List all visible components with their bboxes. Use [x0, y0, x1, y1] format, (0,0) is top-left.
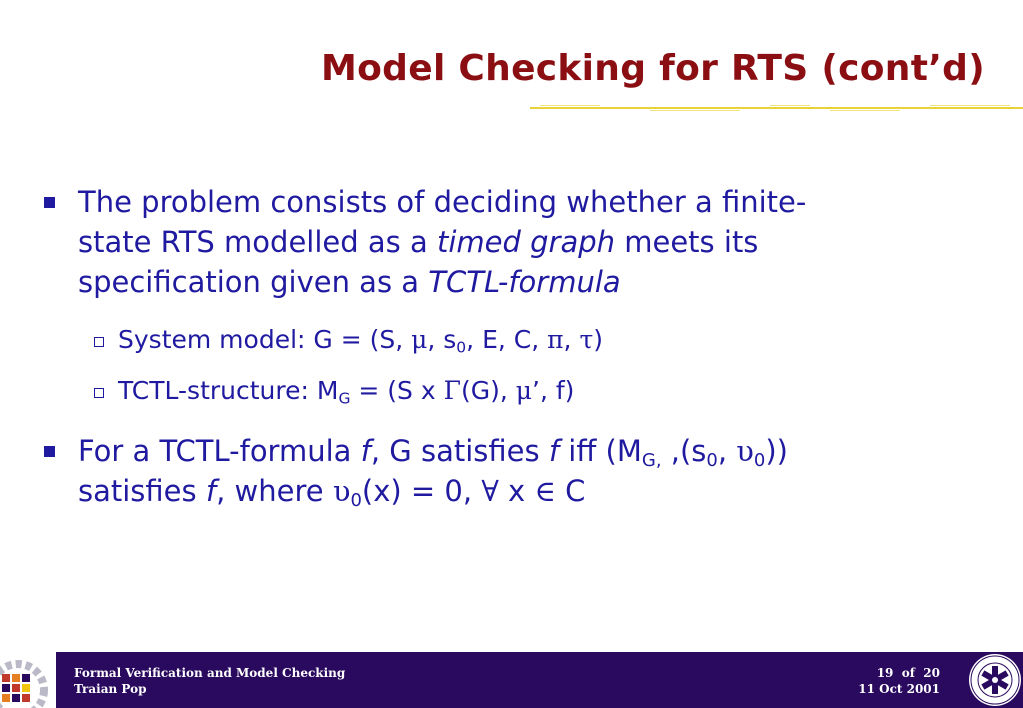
bullet-1-line-1: The problem consists of deciding whether a finite-	[78, 185, 807, 219]
footer-page-number: 19 of 20	[876, 666, 940, 680]
sub-bullet-system-model: System model: G = (S, μ, $s_0$, E, C, π, τ)	[118, 325, 604, 357]
sub-bullet-hollow-square-icon	[94, 337, 104, 347]
bullet-square-icon	[44, 446, 55, 457]
sub-bullet-tctl-structure: TCTL-structure: $M_G = (S$ x Γ(G), μ’, f)	[118, 376, 575, 408]
footer-date: 11 Oct 2001	[858, 682, 940, 696]
gear-logo-icon	[0, 652, 56, 708]
footer-author: Traian Pop	[74, 682, 147, 696]
title-underline	[530, 104, 1023, 114]
bullet-2-line-1: For a TCTL-formula f, G satisfies f iff ($M_{G,}$ $,(s_0$, $\upsilon_0$))	[78, 434, 788, 472]
sub-bullet-hollow-square-icon	[94, 388, 104, 398]
bullet-1-line-3: specification given as a TCTL-formula	[78, 265, 621, 299]
bullet-2-line-2: satisfies f, where $\upsilon_0(x) = 0$, ∀ x ∈ C	[78, 474, 586, 512]
bullet-square-icon	[44, 197, 55, 208]
footer-course-info	[74, 665, 345, 697]
footer-page-info	[840, 665, 940, 697]
university-seal-icon	[964, 652, 1023, 708]
bullet-1-line-2: state RTS modelled as a timed graph meets its	[78, 225, 759, 259]
footer-course-title: Formal Verification and Model Checking	[74, 666, 346, 680]
page-title: Model Checking for RTS (cont’d)	[321, 48, 985, 89]
